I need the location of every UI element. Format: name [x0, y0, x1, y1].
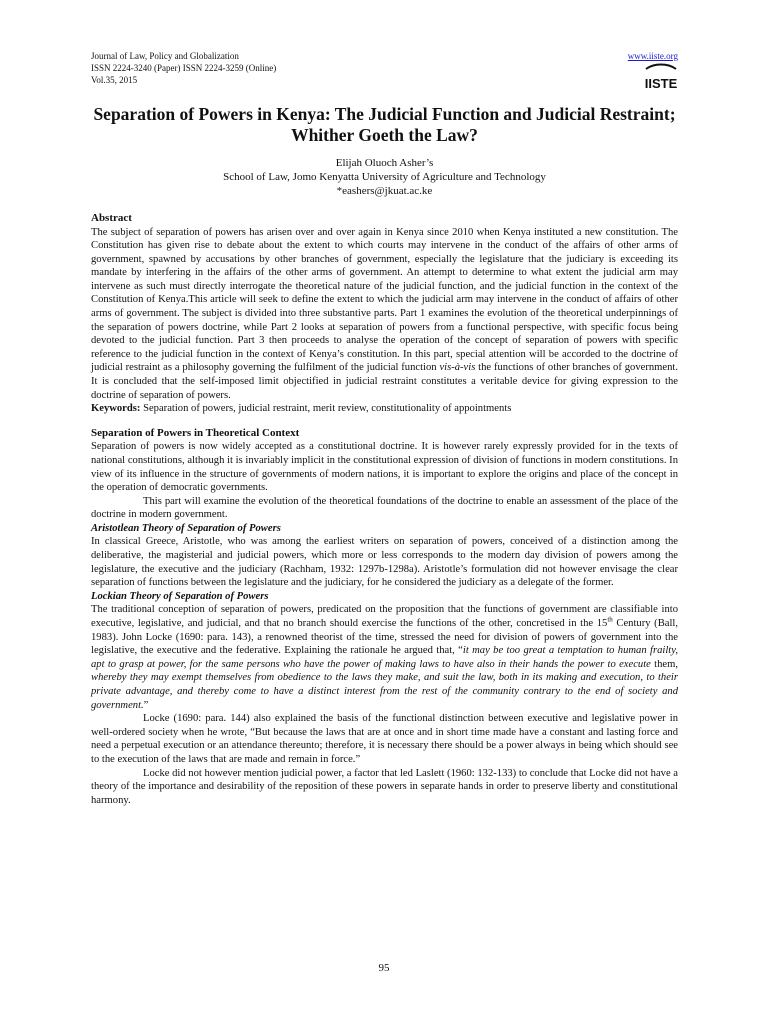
keywords-label: Keywords: — [91, 403, 141, 415]
paragraph: In classical Greece, Aristotle, who was among the earliest writers on separation of powers, conceived of a distinction among the deliberative, the magisterial and judicial powers, which more or less corresponds to the modern day division of powers among the legislature, the executive and the judiciary (Rachham, 1932: 1297b-1298a). Aristotle’s formulation did not however envisage the clear separation of functions between the legislature and the judiciary, for he considered the judiciary as a delegate of the former. — [91, 536, 678, 589]
journal-issn: ISSN 2224-3240 (Paper) ISSN 2224-3259 (Online) — [91, 63, 277, 73]
keywords: Keywords: Separation of powers, judicial restraint, merit review, constitutionality of appointments — [91, 403, 512, 415]
paragraph: This part will examine the evolution of the theoretical foundations of the doctrine to enable an assessment of the place of the doctrine in modern government. — [91, 495, 678, 521]
journal-header — [91, 50, 678, 94]
author-name: Elijah Oluoch Asher’s — [335, 157, 434, 169]
author-affiliation: School of Law, Jomo Kenyatta University of Agriculture and Technology — [223, 171, 546, 183]
paragraph: The traditional conception of separation of powers, predicated on the proposition that the functions of government are classifiable into executive, legislative, and judicial, and that no branch should exercise the functions of the other, concretised in the 15th Century (Ball, 1983). John Locke (1690: para. 143), a renowned theorist of the time, stressed the need for division of powers of government into the legislative, the executive and the federative. Explaining the rationale he argued that, “it may be too great a temptation to human frailty, apt to grasp at power, for the same persons who have the power of making laws to have also in their hands the power to execute them, whereby they may exempt themselves from obedience to the laws they make, and suit the law, both in its making and execution, to their private advantage, and thereby come to have a distinct interest from the rest of the community contrary to the end of society and government.” — [91, 604, 679, 711]
paper-page — [91, 50, 678, 807]
subsection-heading: Lockian Theory of Separation of Powers — [91, 590, 269, 602]
svg-text:IISTE: IISTE — [644, 76, 678, 91]
author-block — [91, 156, 678, 198]
abstract-text: The subject of separation of powers has arisen over and over again in Kenya since 2010 when Kenya instituted a new constitution. The Constitution has given rise to debate about the extent to which courts may intervene in the conduct of the affairs of other arms of government, spawned by accusations by other branches of government, especially the legislature that the judiciary is exceeding its mandate by interfering in the affairs of the other arms of government. An attempt to determine to what extent the judicial arm may intervene as such must directly interrogate the theoretical nature of the judicial function, and the judicial function in the context of the Constitution of Kenya.This article will seek to define the extent to which the judicial arm may intervene in the conduct of affairs of other arms of government. The subject is divided into three substantive parts. Part 1 examines the evolution of the theoretical underpinnings of the separation of powers doctrine, while Part 2 looks at separation of powers from a functional perspective, with specific focus being devoted to the judicial function. Part 3 then proceeds to analyse the operation of the concept of separation of powers with specific reference to the judicial function in the context of Kenya’s constitution. In this part, special attention will be accorded to the doctrine of judicial restraint as a philosophy governing the fulfilment of the judicial function vis-à-vis the functions of other branches of government. It is concluded that the self-imposed limit objectified in judicial restraint constitutes a veritable device for giving expression to the doctrine of separation of powers. — [91, 226, 678, 401]
subsection-heading: Aristotlean Theory of Separation of Powers — [91, 522, 281, 534]
journal-url-link[interactable]: www.iiste.org — [627, 51, 678, 61]
paper-title: Separation of Powers in Kenya: The Judicial Function and Judicial Restraint; Whither Goeth the Law? — [93, 104, 676, 145]
page-number: 95 — [378, 962, 390, 974]
abstract-heading: Abstract — [91, 212, 132, 224]
journal-info — [91, 50, 276, 86]
paragraph: Locke did not however mention judicial power, a factor that led Laslett (1960: 132-133) to conclude that Locke did not have a theory of the importance and desirability of the reposition of these powers in separate hands in order to preserve liberty and constitutional harmony. — [91, 767, 678, 806]
author-email: *eashers@jkuat.ac.ke — [336, 185, 433, 197]
section-heading: Separation of Powers in Theoretical Context — [91, 426, 300, 439]
iiste-logo — [644, 63, 678, 91]
paragraph: Separation of powers is now widely accepted as a constitutional doctrine. It is however rarely expressly provided for in the texts of national constitutions, although it is invariably implicit in the constitutional expression of division of functions in modern constitutions. In view of its influence in the structure of governments of modern nations, it is important to explore the origins and place of the concept in the operation of democratic governments. — [91, 441, 678, 494]
journal-volume: Vol.35, 2015 — [91, 75, 138, 85]
journal-name: Journal of Law, Policy and Globalization — [91, 51, 239, 61]
paragraph: Locke (1690: para. 144) also explained the basis of the functional distinction between executive and legislative power in well-ordered society when he wrote, “But because the laws that are at once and in short time made have a constant and lasting force and need a perpetual execution or an attendance thereunto; therefore, it is necessary there should be a power always in being which should see to the execution of the laws that are made and remain in force.” — [91, 713, 678, 765]
